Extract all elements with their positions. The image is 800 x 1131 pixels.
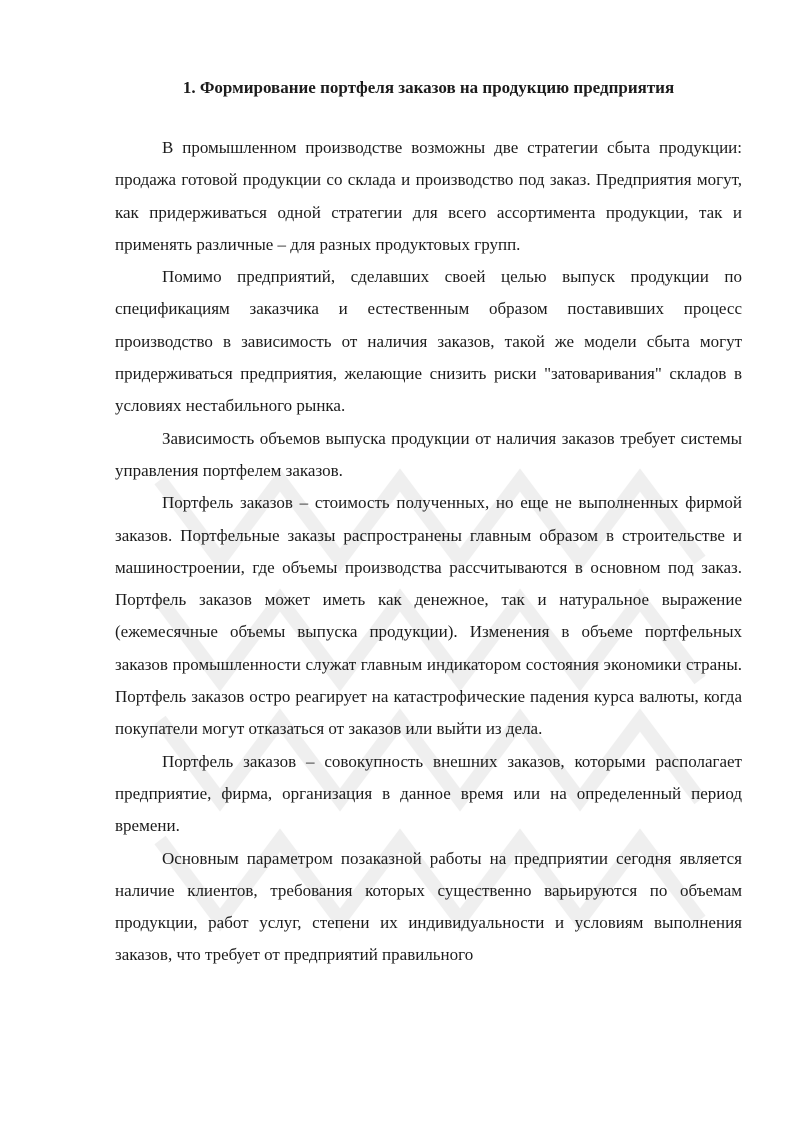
document-body [115, 74, 742, 972]
paragraph-order-portfolio-definition-set: Портфель заказов – совокупность внешних заказов, которыми располагает предприятие, фирма, организация в данное время или на определенный период времени. [115, 751, 742, 836]
paragraph-order-portfolio-definition-cost: Портфель заказов – стоимость полученных, но еще не выполненных фирмой заказов. Портфельные заказы распространены главным образом в строительстве и машиностроении, где объемы производства рассчитываются в основном под заказ. Портфель заказов может иметь как денежное, так и натуральное выражение (ежемесячные объемы выпуска продукции). Изменения в объеме портфельных заказов промышленности служат главным индикатором состояния экономики страны. Портфель заказов остро реагирует на катастрофические падения курса валюты, когда покупатели могут отказаться от заказов или выйти из дела. [115, 493, 742, 739]
paragraph-main-parameter: Основным параметром позаказной работы на предприятии сегодня является наличие клиентов, требования которых существенно варьируются по объемам продукции, работ услуг, степени их индивидуальности и условиям выполнения заказов, что требует от предприятий правильного [115, 848, 742, 965]
paragraph-sales-strategies: В промышленном производстве возможны две стратегии сбыта продукции: продажа готовой продукции со склада и производство под заказ. Предприятия могут, как придерживаться одной стратегии для всего ассортимента продукции, так и применять различные – для разных продуктовых групп. [115, 138, 742, 254]
paragraph-order-portfolio-management: Зависимость объемов выпуска продукции от наличия заказов требует системы управления портфелем заказов. [115, 428, 742, 480]
paragraph-order-based-production: Помимо предприятий, сделавших своей целью выпуск продукции по спецификациям заказчика и естественным образом поставивших процесс производство в зависимость от наличия заказов, такой же модели сбыта могут придерживаться предприятия, желающие снизить риски "затоваривания" складов в условиях нестабильного рынка. [115, 267, 742, 416]
document-title: 1. Формирование портфеля заказов на продукцию предприятия [182, 78, 675, 97]
